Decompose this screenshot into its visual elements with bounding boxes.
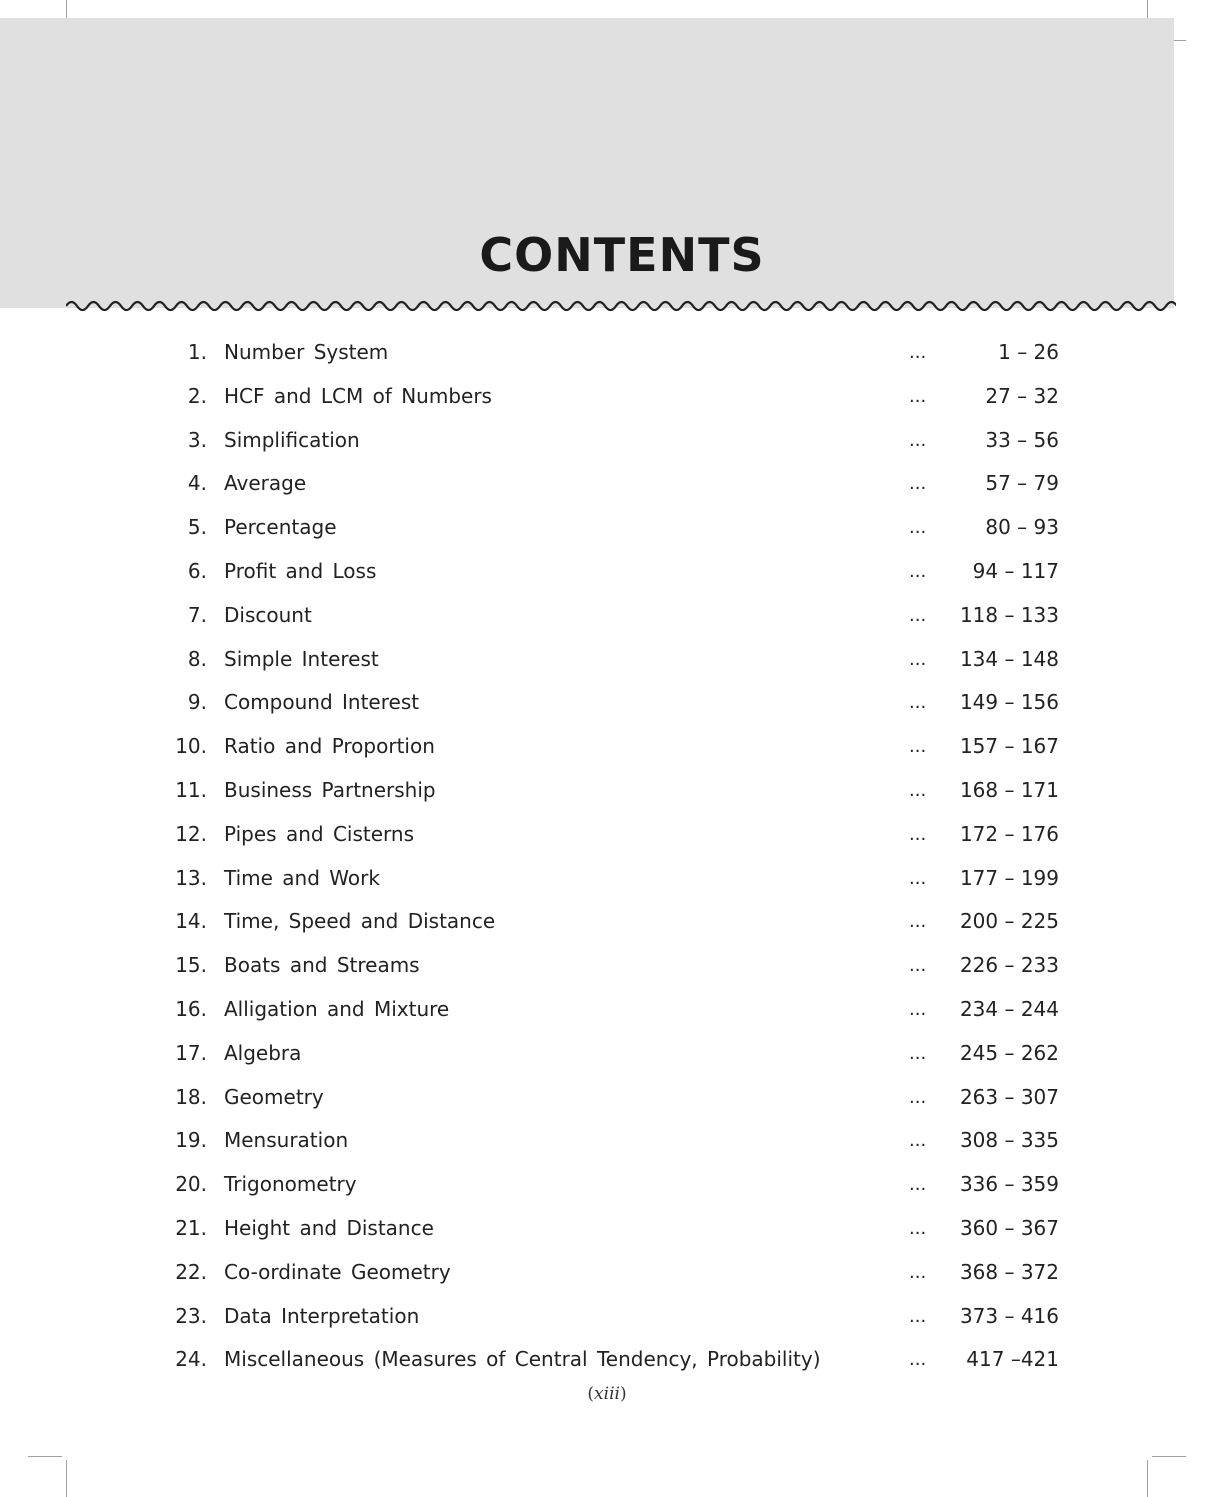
chapter-title: Pipes and Cisterns (224, 821, 414, 846)
toc-entry (0, 1207, 1214, 1251)
dot-leader: ... (909, 342, 927, 363)
toc-entry (0, 1163, 1214, 1207)
wavy-divider (66, 296, 1176, 316)
chapter-title: Simplification (224, 427, 360, 452)
chapter-number: 14. (175, 909, 207, 934)
toc-entry (0, 506, 1214, 550)
toc-entry (0, 900, 1214, 944)
page-range: 373 – 416 (959, 1303, 1059, 1328)
chapter-number: 19. (175, 1128, 207, 1153)
page-range: 226 – 233 (959, 953, 1059, 978)
dot-leader: ... (909, 1042, 927, 1064)
chapter-title: Percentage (224, 515, 337, 540)
chapter-title: HCF and LCM of Numbers (224, 383, 492, 408)
toc-entry (0, 375, 1214, 419)
page-range: 336 – 359 (959, 1172, 1059, 1197)
dot-leader: ... (909, 1130, 927, 1152)
page-range: 177 – 199 (959, 865, 1059, 890)
toc-entry (0, 1338, 1214, 1382)
chapter-number: 12. (175, 821, 207, 846)
chapter-title: Time, Speed and Distance (224, 909, 496, 934)
page-range: 1 – 26 (998, 340, 1059, 364)
chapter-title: Profit and Loss (224, 558, 377, 583)
toc-entry (0, 550, 1214, 594)
chapter-title: Miscellaneous (Measures of Central Tendency, Probability) (224, 1347, 821, 1372)
dot-leader: ... (909, 473, 927, 495)
toc-entry (0, 725, 1214, 769)
page-range: 157 – 167 (959, 734, 1059, 759)
toc-entry (0, 638, 1214, 682)
chapter-title: Compound Interest (224, 690, 420, 715)
dot-leader: ... (909, 385, 927, 407)
toc-entry (0, 331, 1214, 375)
dot-leader: ... (909, 1261, 927, 1283)
page-range: 172 – 176 (959, 821, 1059, 846)
toc-entry (0, 1119, 1214, 1163)
page-range: 368 – 372 (959, 1259, 1059, 1284)
chapter-number: 24. (175, 1347, 207, 1372)
dot-leader: ... (909, 955, 927, 977)
toc-entry (0, 419, 1214, 463)
chapter-title: Alligation and Mixture (224, 996, 450, 1021)
toc-entry (0, 944, 1214, 988)
chapter-title: Discount (224, 602, 312, 627)
toc-entry (0, 681, 1214, 725)
toc-entry (0, 462, 1214, 506)
chapter-number: 1. (187, 340, 207, 364)
chapter-number: 21. (175, 1215, 207, 1240)
page-title: CONTENTS (479, 228, 765, 282)
chapter-title: Co-ordinate Geometry (224, 1259, 451, 1284)
dot-leader: ... (909, 604, 927, 626)
page-range: 168 – 171 (959, 777, 1059, 802)
chapter-number: 4. (187, 471, 207, 496)
chapter-title: Boats and Streams (224, 953, 420, 978)
page-range: 134 – 148 (959, 646, 1059, 671)
toc-entry (0, 1251, 1214, 1295)
page-range: 33 – 56 (985, 427, 1059, 452)
chapter-number: 9. (187, 690, 207, 715)
chapter-number: 10. (175, 734, 207, 759)
chapter-title: Mensuration (224, 1128, 349, 1153)
chapter-number: 3. (187, 427, 207, 452)
toc-entry (0, 857, 1214, 901)
chapter-number: 15. (175, 953, 207, 978)
page-range: 263 – 307 (959, 1084, 1059, 1109)
chapter-number: 22. (175, 1259, 207, 1284)
chapter-title: Data Interpretation (224, 1303, 420, 1328)
chapter-number: 5. (187, 515, 207, 540)
page-range: 94 – 117 (972, 558, 1059, 583)
toc-entry (0, 1295, 1214, 1339)
chapter-title: Time and Work (224, 865, 380, 890)
chapter-title: Ratio and Proportion (224, 734, 435, 759)
dot-leader: ... (909, 1305, 927, 1327)
toc-entry (0, 769, 1214, 813)
chapter-number: 20. (175, 1172, 207, 1197)
chapter-title: Simple Interest (224, 646, 379, 671)
dot-leader: ... (909, 736, 927, 758)
crop-mark (1147, 1460, 1148, 1497)
dot-leader: ... (909, 560, 927, 582)
chapter-number: 6. (187, 558, 207, 583)
page-range: 417 –421 (966, 1347, 1059, 1372)
dot-leader: ... (909, 823, 927, 845)
dot-leader: ... (909, 692, 927, 714)
toc-entry (0, 988, 1214, 1032)
dot-leader: ... (909, 1086, 927, 1108)
chapter-title: Geometry (224, 1084, 324, 1109)
table-of-contents (0, 331, 1214, 1382)
chapter-title: Trigonometry (224, 1172, 357, 1197)
page-range: 27 – 32 (985, 383, 1059, 408)
page-range: 57 – 79 (985, 471, 1059, 496)
dot-leader: ... (909, 998, 927, 1020)
toc-entry (0, 813, 1214, 857)
toc-entry (0, 1032, 1214, 1076)
page-range: 308 – 335 (959, 1128, 1059, 1153)
chapter-number: 2. (187, 383, 207, 408)
chapter-title: Height and Distance (224, 1215, 434, 1240)
dot-leader: ... (909, 648, 927, 670)
chapter-title: Business Partnership (224, 777, 436, 802)
page-range: 118 – 133 (959, 602, 1059, 627)
chapter-number: 7. (187, 602, 207, 627)
page-number: (xiii) (587, 1384, 627, 1404)
crop-mark (28, 1456, 62, 1457)
toc-entry (0, 1076, 1214, 1120)
page-range: 360 – 367 (959, 1215, 1059, 1240)
page-range: 200 – 225 (959, 909, 1059, 934)
dot-leader: ... (909, 429, 927, 451)
chapter-number: 11. (175, 777, 207, 802)
dot-leader: ... (909, 1349, 927, 1371)
toc-entry (0, 594, 1214, 638)
page-range: 245 – 262 (959, 1040, 1059, 1065)
page-range: 149 – 156 (959, 690, 1059, 715)
dot-leader: ... (909, 911, 927, 933)
chapter-number: 23. (175, 1303, 207, 1328)
dot-leader: ... (909, 517, 927, 539)
dot-leader: ... (909, 867, 927, 889)
chapter-number: 13. (175, 865, 207, 890)
chapter-number: 17. (175, 1040, 207, 1065)
dot-leader: ... (909, 779, 927, 801)
chapter-number: 8. (187, 646, 207, 671)
crop-mark (1152, 1456, 1186, 1457)
chapter-number: 16. (175, 996, 207, 1021)
chapter-number: 18. (175, 1084, 207, 1109)
chapter-title: Algebra (224, 1040, 302, 1065)
dot-leader: ... (909, 1174, 927, 1196)
page-range: 234 – 244 (959, 996, 1059, 1021)
crop-mark (66, 1460, 67, 1497)
page-range: 80 – 93 (985, 515, 1059, 540)
chapter-title: Average (224, 471, 307, 496)
dot-leader: ... (909, 1217, 927, 1239)
chapter-title: Number System (224, 340, 389, 364)
